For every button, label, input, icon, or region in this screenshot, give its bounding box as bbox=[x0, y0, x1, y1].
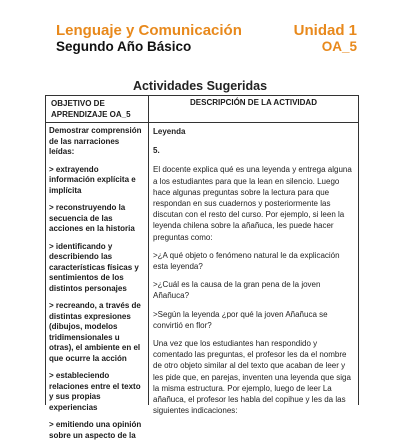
grade-title: Segundo Año Básico bbox=[56, 39, 192, 54]
objective-item: Demostrar comprensión de las narraciones leídas: bbox=[49, 126, 142, 156]
activity-question: >¿A qué objeto o fenómeno natural le da explicación esta leyenda? bbox=[153, 250, 340, 272]
activity-title: Leyenda bbox=[153, 127, 186, 136]
subject-title: Lenguaje y Comunicación bbox=[56, 22, 242, 39]
description-cell bbox=[153, 126, 355, 423]
objective-item: > identificando y describiendo las características físicas y sentimientos de los distintos personajes bbox=[49, 241, 139, 293]
unit-label: Unidad 1 bbox=[293, 22, 357, 39]
activity-paragraph: Una vez que los estudiantes han respondido y comentado las preguntas, el profesor les da el nombre de otro objeto similar al del texto que acaban de leer y les pide que, en parejas, inventen una leyenda que siga la misma estructura. Por ejemplo, luego de leer La añañuca, el profesor les habla del copihue y les da las siguientes indicaciones: bbox=[153, 339, 351, 416]
objective-item: > reconstruyendo la secuencia de las acciones en la historia bbox=[49, 203, 135, 233]
oa-label: OA_5 bbox=[321, 39, 357, 54]
page-header bbox=[0, 0, 400, 60]
column-divider bbox=[148, 96, 149, 405]
activity-question: >¿Cuál es la causa de la gran pena de la joven Añañuca? bbox=[153, 280, 321, 301]
objective-item: > recreando, a través de distintas expresiones (dibujos, modelos tridimensionales u otras), el ambiente en el que ocurre la acción bbox=[49, 301, 141, 363]
activity-number: 5. bbox=[153, 146, 160, 156]
description-column-header: DESCRIPCIÓN DE LA ACTIVIDAD bbox=[190, 98, 317, 107]
objective-item: > estableciendo relaciones entre el texto y sus propias experiencias bbox=[49, 371, 141, 412]
objective-item: > emitiendo una opinión sobre un aspecto de la bbox=[49, 420, 142, 440]
objective-column-header: OBJETIVO DE APRENDIZAJE OA_5 bbox=[51, 99, 131, 119]
activities-table bbox=[45, 95, 359, 440]
table-header-row bbox=[46, 96, 358, 123]
activity-paragraph: El docente explica qué es una leyenda y entrega alguna a los estudiantes para que la lean en silencio. Luego hace algunas preguntas sobre la lectura para que respondan en sus cuadernos y posteriormente las discutan con el resto del curso. Por ejemplo, si leen la leyenda chilena sobre la añañuca, les puede hacer preguntas como: bbox=[153, 165, 352, 242]
objective-item: > extrayendo información explícita e implícita bbox=[49, 164, 136, 195]
section-title: Actividades Sugeridas bbox=[132, 79, 268, 93]
activity-question: >Según la leyenda ¿por qué la joven Añañuca se convirtió en flor? bbox=[153, 309, 328, 330]
